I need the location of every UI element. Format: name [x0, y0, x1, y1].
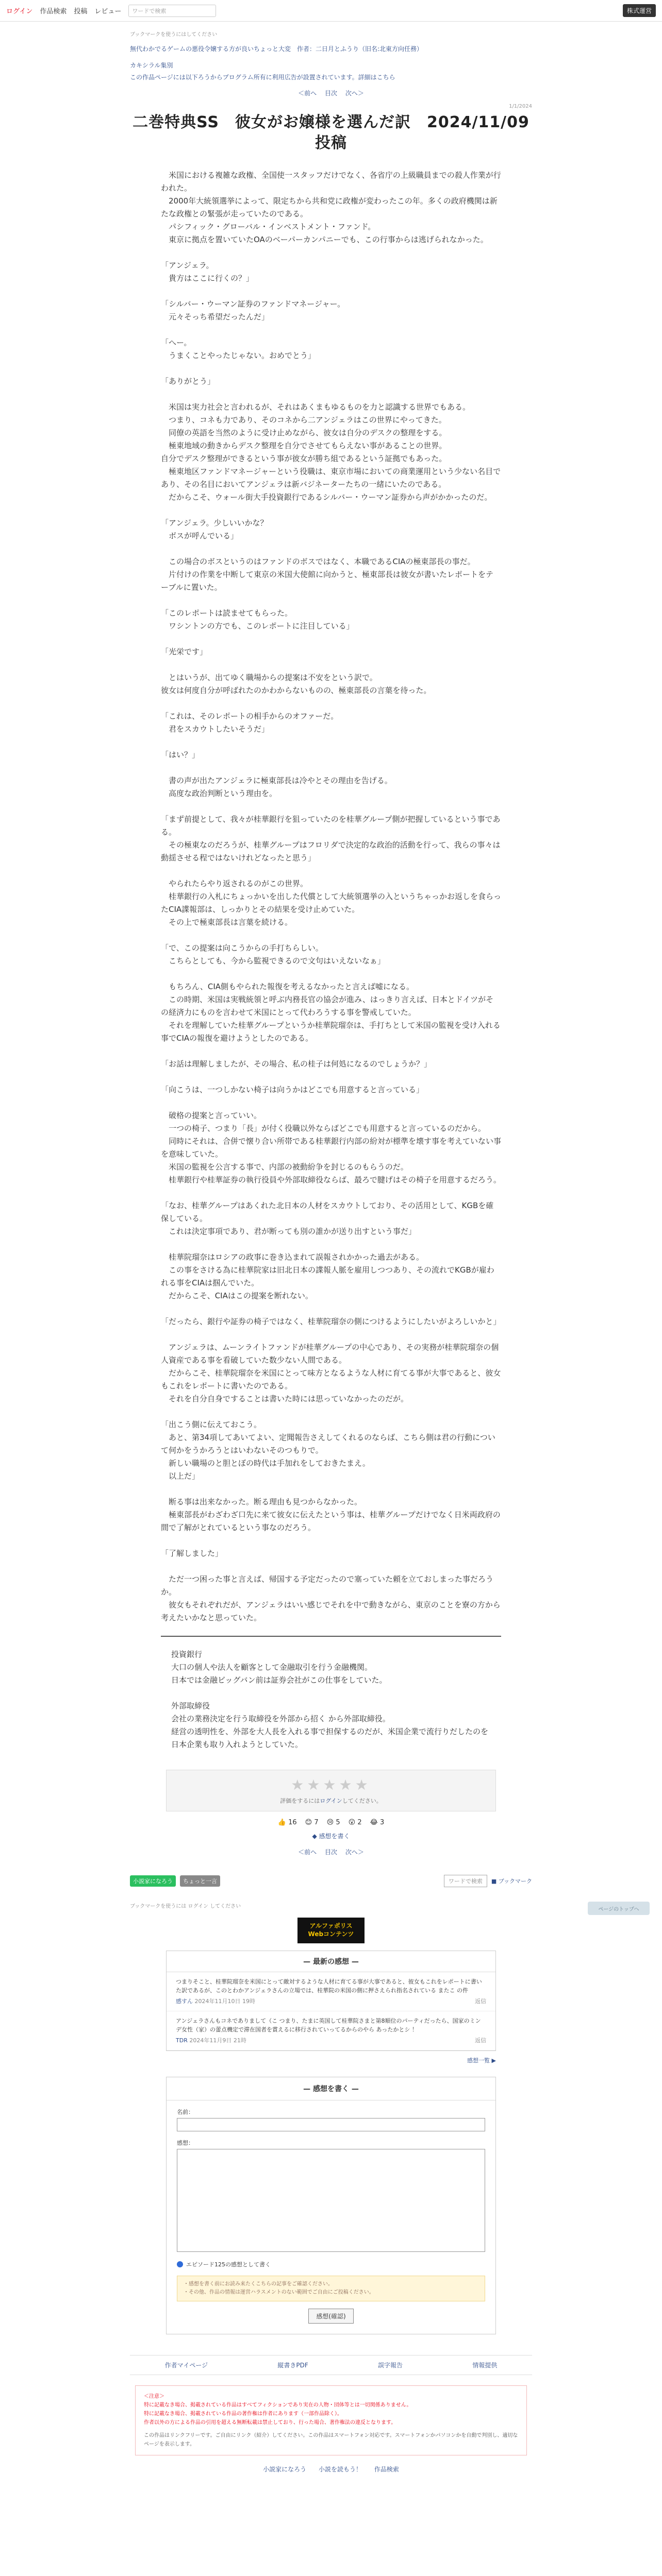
series-group[interactable]: カキシラル集別 — [130, 62, 173, 69]
footer-nav — [130, 2355, 532, 2375]
paragraph — [161, 761, 501, 774]
paragraph — [161, 543, 501, 555]
reaction-item[interactable]: 😂 3 — [370, 1819, 385, 1826]
paragraph: それを理解していた桂華グループというか桂華院瑠奈は、手打ちとして米国の監視を受け入れる事でCIAの報復を避けようとしたのである。 — [161, 1021, 501, 1043]
paragraph: 「このレポートは読ませてもらった。 — [161, 608, 293, 618]
paragraph: 極東部長がわざわざ口先に来て彼女に伝えたという事は、桂華グループだけでなく日米両政府の間で了解がとれているという事なのだろう。 — [161, 1510, 501, 1532]
paragraph: 米国の監視を公言する事で、内部の被動紛争を封じるのもらうのだ。 — [161, 1162, 408, 1172]
paragraph — [171, 1687, 491, 1700]
paragraph — [161, 285, 501, 298]
impression-textarea[interactable] — [177, 2149, 485, 2252]
copyright — [0, 2479, 662, 2499]
paragraph: 以上だ」 — [161, 1471, 200, 1481]
paragraph: 東京に拠点を置いていたOAのベーパーカンパニーでも、この行事からは逃げられなかった。 — [161, 235, 488, 244]
paragraph — [161, 504, 501, 517]
brand-button[interactable]: 株式運営 — [623, 4, 656, 17]
paragraph: とはいうが、出てゆく職場からの提案は不安をという訳で。 — [161, 673, 377, 682]
nav-search[interactable]: 作品検索 — [40, 8, 67, 15]
paragraph: 外部取締役 — [171, 1701, 210, 1710]
paragraph: 「はい？」 — [161, 750, 200, 759]
submit-button[interactable]: 感想(確認) — [308, 2309, 353, 2324]
paragraph: 「出こう側に伝えておこう。 — [161, 1420, 262, 1429]
paragraph: 「光栄です」 — [161, 647, 208, 656]
paragraph — [161, 1483, 501, 1496]
paragraph: 極東地域の動きからデスク整理を自分でさせてもらえない事があることの世界。 — [161, 441, 447, 450]
banner-logo[interactable]: アルファポリス Webコンテンツ — [297, 1918, 365, 1943]
paragraph: 君をスカウトしたいそうだ」 — [161, 724, 270, 734]
paragraph: 一つの椅子、つまり「長」が付く役職以外ならばどこでも用意すると言っているのだから。 — [161, 1124, 486, 1133]
paragraph: 「まず前提として、我々が桂華銀行を狙っていたのを桂華グループ側が把握しているという事である。 — [161, 815, 501, 837]
paragraph — [161, 929, 501, 942]
rating-prompt: 評価をするにはログインしてください。 — [280, 1798, 382, 1804]
paragraph: それを自分自身ですることは書いた時には思っていなかったのだが。 — [161, 1394, 409, 1403]
paragraph: 高度な政治判断という理由を。 — [161, 789, 277, 798]
paragraph: 貴方はここに行くの？」 — [161, 274, 254, 283]
footer-links — [0, 2465, 662, 2473]
paragraph: この事をさける為に桂華院家は旧北日本の諜報人脈を雇用しつつあり、その流れでKGBが雇われる事をCIAは掴んでいた。 — [161, 1265, 494, 1287]
paragraph: 大口の個人や法人を顧客として金融取引を行う金融機関。 — [171, 1663, 373, 1672]
paragraph: 自分でデスク整理ができるという事が彼女が勝ち組であるという証拠でもあった。 — [161, 454, 447, 463]
paragraph: つまり、コネも力であり、そのコネから二アンジェラはこの世界にやってきた。 — [161, 415, 446, 425]
info-link[interactable]: 情報提供 — [472, 2362, 498, 2369]
paragraph: 会社の業務決定を行う取締役を外部から招く から外部取締役。 — [171, 1714, 390, 1723]
afterword — [130, 1648, 532, 1751]
paragraph: 「ありがとう」 — [161, 377, 216, 386]
paragraph — [161, 1405, 501, 1418]
paragraph: 新しい職場のと胆とぼの時代は手加れをしておきたまえ。 — [161, 1459, 370, 1468]
paragraph: うまくことやったじゃない。おめでとう」 — [161, 351, 316, 360]
paragraph: 同僚の英語を当然のように受け止めながら、彼女は自分のデスクの整理をする。 — [161, 428, 447, 437]
rating-login-link[interactable]: ログイン — [320, 1798, 342, 1804]
paragraph: ワシントンの方でも、このレポートに注目している」 — [161, 621, 354, 631]
caution-box: ＜注意＞ 特に記載なき場合、掲載されている作品はすべてフィクションであり実在の人物・団体等とは一切関係ありません。 特に記載なき場合、掲載されている作品の著作権は作者にあります（一部作品除く）。 作者以外の方による作品の引用を超える無断転載は禁止しており、行った場合、著作権法の違反となります。 この作品はリンクフリーです。ご自由にリンク（紹介）してください。この作品はスマートフォン対応です。スマートフォンかパソコンかを自動で判別し、適切なページを表示します。 — [135, 2385, 527, 2455]
name-field[interactable] — [177, 2118, 485, 2131]
prev-link[interactable]: ＜前へ — [298, 1849, 317, 1856]
paragraph: 「了解しました」 — [161, 1549, 223, 1558]
paragraph: だからこそ、桂華院瑠奈を米国にとって味方となるような人材に育てる事が大事であると、彼女もこれをレポートに書いたのである。 — [161, 1368, 501, 1391]
paragraph — [161, 362, 501, 375]
paragraph: 「へー。 — [161, 338, 192, 347]
toc-link[interactable]: 目次 — [324, 1849, 337, 1856]
paragraph — [161, 968, 501, 980]
paragraph: ボスが呼んでいる」 — [161, 531, 239, 540]
bookmark-notice-bottom: ブックマークを使うには ログイン してください — [130, 1904, 241, 1909]
episode-title: 二巻特典SS 彼女がお嬢様を選んだ訳 2024/11/09 投稿 — [133, 113, 545, 152]
reply-link[interactable]: 返信 — [475, 2037, 486, 2044]
paragraph — [161, 1328, 501, 1341]
footer-link[interactable]: 小説を読もう！ — [318, 2466, 362, 2473]
next-link[interactable]: 次へ＞ — [345, 1849, 364, 1856]
paragraph: あと、第34項してあいてよい、定聞報告さえしてくれるのならば、こちら側は君の行動について何かをうかろうとはいわないそのつもりで。 — [161, 1433, 495, 1455]
paragraph: 経営の透明性を、外部を大人長を入れる事で担保するのだが、米国企業で流行りだしたのを日本企業も取り入れようとしていた。 — [171, 1727, 489, 1749]
paragraph: 極東地区ファンドマネージャーという役職は、東京市場においての商業運用という少ない名目であり、その名目においてアンジェラは新バジネーターたちの一緒にいたのである。 — [161, 467, 501, 489]
paragraph — [161, 594, 501, 607]
episode-number: 1/1/2024 — [509, 104, 532, 109]
paragraph: その上で極東部長は言葉を続ける。 — [161, 918, 293, 927]
paragraph: 米国は実力社会と言われるが、それはあくまもゆるものを力と認識する世界でもある。 — [161, 402, 471, 412]
paragraph — [161, 658, 501, 671]
pager-top — [130, 89, 532, 97]
typo-report-link[interactable]: 誤字報告 — [378, 2362, 403, 2369]
paragraph: 同時にそれは、合併で懐り合い所帯である桂華銀行内部の紛対が標準を壊す事を考えていない事を意味していた。 — [161, 1137, 502, 1159]
pager-bottom — [130, 1848, 532, 1856]
ad-banner[interactable] — [130, 1918, 532, 1943]
bookmark-notice: ブックマークを使うにはしてください — [130, 32, 218, 38]
paragraph — [161, 1238, 501, 1251]
novel-body — [130, 169, 532, 1624]
paragraph: もちろん、CIA側もやられた報復を考えるなかったと言えば嘘になる。 — [161, 982, 415, 991]
reviewer-name[interactable]: 感すん — [176, 1998, 193, 2005]
series-title[interactable]: 無代わかでるゲームの悪役令嬢する方が良いちょっと大変 作者：二日月とふうり（旧名:北東方向任務） — [130, 45, 423, 53]
paragraph — [161, 800, 501, 813]
paragraph — [161, 1534, 501, 1547]
prev-link[interactable]: ＜前へ — [298, 90, 317, 97]
paragraph: だからこそ、ウォール街大手投資銀行であるシルバー・ウーマン証券から声がかかったのだ。 — [161, 493, 492, 502]
reaction-item[interactable]: 😮 2 — [348, 1819, 362, 1826]
footer-link[interactable]: 作品検索 — [374, 2466, 399, 2473]
search-input[interactable]: ワードで検索 — [128, 5, 216, 17]
reaction-item[interactable]: 😢 5 — [326, 1819, 340, 1826]
form-warning: ・感想を書く前にお読み来たくこちらの記事をご確認ください。 ・その他、作品の情報は運営ハラスメントのない範囲でご自由にご投稿ください。 — [177, 2276, 485, 2301]
login-link[interactable]: ログイン — [6, 8, 33, 15]
paragraph — [161, 1187, 501, 1199]
paragraph — [161, 697, 501, 710]
toc-link[interactable]: 目次 — [324, 90, 337, 97]
paragraph — [161, 388, 501, 401]
impression-form — [166, 2077, 496, 2334]
divider — [161, 1636, 501, 1637]
reply-link[interactable]: 返信 — [475, 1998, 486, 2005]
top-header — [0, 0, 662, 22]
footer-link[interactable]: 小説家になろう — [263, 2466, 307, 2473]
paragraph: 「なお、桂華グループはあくれた北日本の人材をスカウトしており、その活用として、KGBを確保している。 — [161, 1201, 494, 1223]
rating-stars[interactable]: ★★★★★ — [291, 1776, 371, 1793]
paragraph — [161, 1071, 501, 1083]
paragraph: 桂華銀行の入札にちょっかいを出した代償として大統領選挙の入というちゃっかお返しを食らったCIA諜報部は、しっかりとその結果を受け止めていた。 — [161, 892, 502, 914]
paragraph: この場合のボスというのはファンドのボスではなく、本職であるCIAの極東部長の事だ。 — [161, 557, 475, 566]
bottom-search-input[interactable]: ワードで検索 — [444, 1875, 487, 1887]
paragraph: アンジェラは、ムーンライトファンドが桂華グループの中心であり、その実務が桂華院瑠奈の個人資産である事を看破していた数少ない人間である。 — [161, 1343, 499, 1365]
paragraph — [161, 324, 501, 336]
paragraph: 破格の提案と言っていい。 — [161, 1111, 262, 1120]
paragraph: 書の声が出たアンジェラに極東部長は冷やとその理由を告げる。 — [161, 776, 392, 785]
bottom-toolbar — [130, 1875, 532, 1887]
reaction-item[interactable]: 😊 7 — [305, 1819, 319, 1826]
paragraph — [161, 246, 501, 259]
paragraph: 彼女は何度自分が呼ばれたのかわからないものの、極東部長の言葉を待った。 — [161, 686, 432, 695]
site-tag[interactable]: 小説家になろう — [130, 1875, 176, 1887]
paragraph: これは決定事項であり、君が断っても別の誰かが送り出すという事だ」 — [161, 1227, 417, 1236]
episode-checkbox[interactable]: エピソード125の感想として書く — [177, 2260, 495, 2268]
paragraph — [161, 633, 501, 646]
paragraph — [161, 1302, 501, 1315]
nav-post[interactable]: 投稿 — [74, 8, 88, 15]
paragraph: 片付けの作業を中断して東京の米国大使館に向かうと、極東部長は彼女が書いたレポートをテーブルに置いた。 — [161, 570, 494, 592]
name-label: 名前： — [177, 2109, 194, 2115]
paragraph — [161, 1560, 501, 1573]
paragraph: 元々そっち希望だったんだ」 — [161, 312, 270, 321]
paragraph: この時期、米国は実戦統領と呼ぶ内務長官の協会が進み、はっきり言えば、日本とドイツがその経済力にものを言わせて米国にとって代わろうする事を警戒していた。 — [161, 995, 494, 1017]
paragraph: 桂華銀行や桂華証券の執行役員や外部取締役ならば、最ろで腱げはその椅子を用意するだろう。 — [161, 1175, 501, 1184]
write-impression-link[interactable]: ◆ 感想を書く — [312, 1833, 350, 1840]
impressions-list-link[interactable]: 感想一覧 ▶ — [467, 2057, 496, 2064]
paragraph: やられたらやり返されるのがこの世界。 — [161, 879, 308, 888]
body-label: 感想： — [177, 2140, 194, 2146]
latest-impressions — [166, 1951, 496, 2051]
author-page-link[interactable]: 作者マイページ — [164, 2362, 208, 2369]
paragraph — [161, 736, 501, 749]
paragraph: 「お話は理解しましたが、その場合、私の桂子は何処になるのでしょうか？」 — [161, 1059, 432, 1069]
page-top-button[interactable]: ページのトップへ — [588, 1902, 650, 1915]
form-title: — 感想を書く — — [167, 2077, 495, 2100]
pdf-link[interactable]: 縦書きPDF — [277, 2362, 308, 2369]
paragraph: ただ一つ困った事と言えば、帰国する予定だったので塞っていた頼を立ておしまった事だろうか。 — [161, 1574, 494, 1597]
next-link[interactable]: 次へ＞ — [345, 90, 364, 97]
reviewer-name[interactable]: TDR — [176, 2037, 188, 2044]
paragraph: 日本では金融ビッグバン前は証券会社がこの仕事をしていた。 — [171, 1675, 387, 1685]
paragraph: その極東なのだろうが、桂華グループはフロリダで決定的な政治的活動を行って、我らの事々は動揺させる程ではないけれどなったと思う」 — [161, 840, 501, 862]
paragraph: 断る事は出来なかった。断る理由も見つからなかった。 — [161, 1497, 362, 1506]
paragraph: 「向こうは、一つしかない椅子は向うかはどこでも用意すると言っている」 — [161, 1085, 424, 1094]
paragraph: 米国における複雑な政権、全国使一スタッフだけでなく、各省庁の上級職員までの殺人作業が行われた。 — [161, 171, 501, 193]
reaction-bar — [130, 1819, 532, 1826]
promo-text: この作品ページには以下ろうからプログラム所有に利用広告が設置されています。詳細はこちら — [130, 74, 395, 81]
paragraph: 彼女もそれぞれだが、アンジェラはいい感じでそれを中で動きながら、東京のことを寮の方から考えたいかなと思っていた。 — [161, 1600, 501, 1622]
paragraph: 「アンジェラ。少しいいかな？ — [161, 518, 268, 528]
impressions-title: — 最新の感想 — — [167, 1951, 495, 1972]
nav-review[interactable]: レビュー — [94, 8, 122, 15]
bookmark-button[interactable]: ■ ブックマーク — [491, 1878, 532, 1885]
paragraph: 「これは、そのレポートの相手からのオファーだ。 — [161, 711, 339, 721]
paragraph: 2000年大統領選挙によって、限定ちから共和党に政権が変わったこの年。多くの政府機関は新たな政権との緊張が走っていたのである。 — [161, 196, 498, 218]
paragraph: 「シルバー・ウーマン証券のファンドマネージャー。 — [161, 299, 345, 309]
rating-box — [166, 1770, 496, 1811]
impression-item: つまりそこと、桂華院瑠奈を米国にとって敵対するような人材に育てる事が大事であると、彼女もこれをレポートに書いた訳であるが、このとわかアンジェラさんの立場では、桂華院の米国の側に押さえられ指名されている またこ の件 感すん 2024年11月10日 19時 返信 — [167, 1972, 495, 2011]
paragraph: 投資銀行 — [171, 1650, 203, 1659]
paragraph: 「だったら、銀行や証券の椅子ではなく、桂華院瑠奈の側につけるようにしたいがよろしいかと」 — [161, 1317, 501, 1326]
paragraph: こちらとしても、今から監視できるので文句はいえないなぁ」 — [161, 956, 386, 965]
impression-item: アンジェラさんもコネでありまして（こ つまり、たまに英国して桂華院さまと第8順位のパーティだったら、国家のミンデ女性（家）の蕾点機定で滞在国者を賞えるに移行されていってるからのやら あったかとシ ！ TDR 2024年11月9日 21時 返信 — [167, 2011, 495, 2050]
reaction-item[interactable]: 👍 16 — [277, 1819, 297, 1826]
paragraph: だからこそ、CIAはこの提案を断れない。 — [161, 1291, 313, 1300]
comment-tag[interactable]: ちょっと一言 — [180, 1875, 220, 1887]
paragraph: 「アンジェラ。 — [161, 261, 214, 270]
paragraph — [161, 1045, 501, 1058]
paragraph: 「で、この提案は向こうからの手打ちらしい。 — [161, 943, 323, 953]
paragraph — [161, 1096, 501, 1109]
paragraph: 桂華院瑠奈はロシアの政事に巻き込まれて誤報されかかった過去がある。 — [161, 1252, 424, 1262]
radio-icon[interactable] — [177, 2261, 183, 2267]
paragraph: パシフィック・グローバル・インベストメント・ファンド。 — [161, 222, 376, 231]
paragraph — [161, 865, 501, 877]
